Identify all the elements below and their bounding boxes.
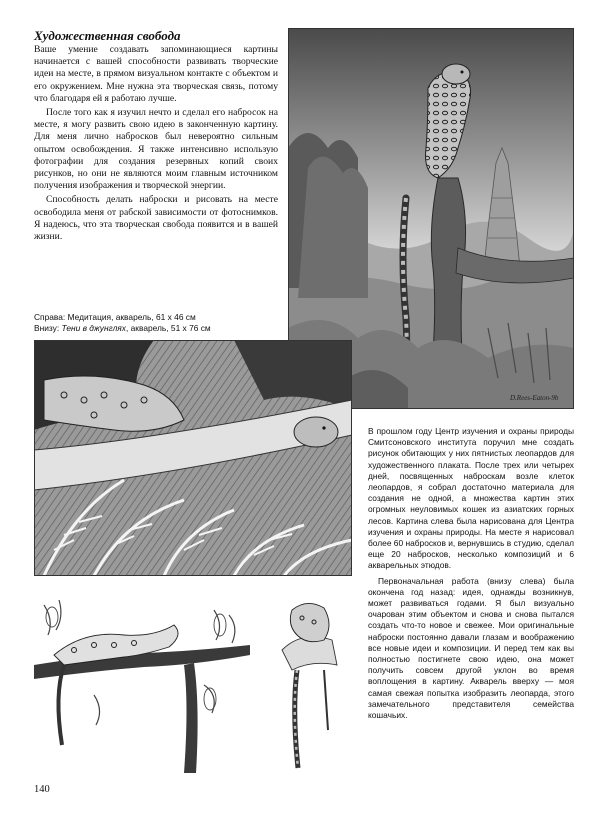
- body-text: [368, 426, 574, 725]
- intro-paragraph-1: Ваше умение создавать запоминающиеся картины начинается с вашей способности развивать творческие идеи на месте, в прямом визуальном контакте с объектом и его окружением. Мне нужна эта творческая связь, потому что благодаря ей я работаю лучше.: [34, 44, 278, 104]
- caption-line-right: Справа: Медитация, акварель, 61 х 46 см: [34, 312, 196, 322]
- section-heading: Художественная свобода: [34, 28, 181, 43]
- caption-title: Тени в джунглях: [61, 323, 126, 333]
- artist-signature: D.Rees-Eaton-9b: [510, 394, 559, 402]
- intro-text: [34, 44, 278, 245]
- intro-paragraph-2: После того как я изучил нечто и сделал его набросок на месте, я могу развить свою идею в законченную картину. Для меня лично набросков был невероятно сильным опытом освобождения. Я также интенсивно использую фотографии для создания резервных копий своих рисунков, но они не являются моим главным источником получения изображения и творческой энергии.: [34, 107, 278, 192]
- body-paragraph-2: Первоначальная работа (внизу слева) была окончена год назад: идея, однажды возникнув, может развиваться годами. Я был визуально очарован этим объектом и снова и снова пытался создать что-то новое и свежее. Мои оригинальные наброски постоянно давали глазам и воображению все новые идеи и композиции. И перед тем как вы полностью постигнете свою идею, она может получить совсем другой уклон во время воплощения в картину. Акварель вверху — моя самая свежая попытка изобразить леопарда, этого замечательного представителя семейства кошачьих.: [368, 575, 574, 721]
- painting-shadows-in-jungle: [34, 340, 352, 576]
- body-paragraph-1: В прошлом году Центр изучения и охраны природы Смитсоновского института поручил мне создать рисунок обитающих у них пятнистых леопардов для художественного плаката. После трех или четырех дней, посвященных наброскам возле клеток леопардов, я собрал достаточно материала для создания не одной, а множества картин этих огромных неуловимых кошек из азиатских горных лесов. Картина слева была нарисована для Центра изучения и охраны природы. На месте я нарисовал более 60 набросков и, вернувшись в студию, сделал еще 20 набросков, несколько композиций и 6 акварельных этюдов.: [368, 426, 574, 571]
- sketch-leopard-on-branch: [34, 595, 250, 773]
- caption-prefix: Внизу:: [34, 323, 62, 333]
- page-number: 140: [34, 784, 50, 795]
- figure-caption: [34, 312, 284, 334]
- jungle-leopard-head: [294, 417, 338, 447]
- intro-paragraph-3: Способность делать наброски и рисовать на месте освободила меня от рабской зависимости от фотоснимков. Я надеюсь, что эта творческая свобода появится и в вашей жизни.: [34, 194, 278, 243]
- caption-line-below: [34, 323, 284, 334]
- caption-suffix: , акварель, 51 х 76 см: [125, 323, 211, 333]
- sketch-leopard-on-perch: [262, 590, 348, 770]
